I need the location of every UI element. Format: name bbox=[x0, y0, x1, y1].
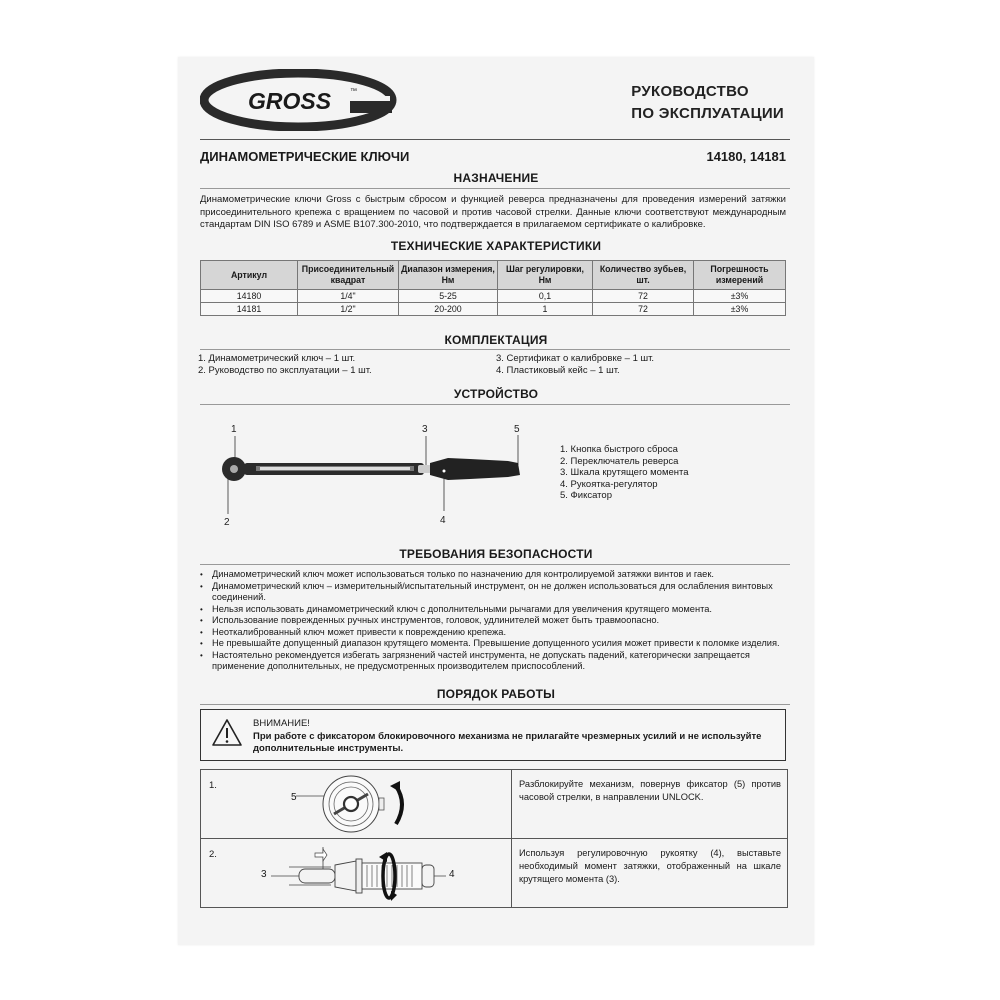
cell: 1 bbox=[498, 303, 593, 316]
manual-heading-line2: ПО ЭКСПЛУАТАЦИИ bbox=[631, 105, 784, 122]
kit-item: 1. Динамометрический ключ – 1 шт. bbox=[198, 353, 356, 364]
step-number: 2. bbox=[209, 849, 217, 860]
section-title-safety: ТРЕБОВАНИЯ БЕЗОПАСНОСТИ bbox=[399, 547, 593, 561]
specs-table-wrap bbox=[200, 260, 786, 316]
col-header: Шаг регулировки, Нм bbox=[498, 261, 593, 290]
legend-item: 5. Фиксатор bbox=[560, 490, 612, 501]
cell: 20-200 bbox=[399, 303, 498, 316]
callout-label: 5 bbox=[291, 792, 297, 803]
cell: 14181 bbox=[201, 303, 298, 316]
page-title: ДИНАМОМЕТРИЧЕСКИЕ КЛЮЧИ bbox=[200, 149, 410, 164]
safety-item: • Динамометрический ключ может использоваться только по назначению для контролируемой затяжки винтов и гаек. bbox=[198, 569, 788, 581]
warning-triangle-icon bbox=[211, 718, 243, 753]
safety-list-wrap bbox=[198, 569, 788, 673]
cell: 1/2" bbox=[298, 303, 399, 316]
cell: 5-25 bbox=[399, 290, 498, 303]
safety-item: • Настоятельно рекомендуется избегать загрязнений частей инструмента, не допускать падений, категорически запрещается применение дополнительных, не предусмотренных производителем приспособлений. bbox=[198, 650, 788, 673]
step-text: Разблокируйте механизм, повернув фиксатор (5) против часовой стрелки, в направлении UNLOCK. bbox=[519, 779, 781, 802]
safety-list bbox=[198, 569, 788, 673]
section-divider bbox=[200, 404, 790, 405]
section-divider bbox=[200, 564, 790, 565]
col-header: Диапазон измерения, Нм bbox=[399, 261, 498, 290]
specs-table bbox=[200, 260, 786, 316]
svg-text:4: 4 bbox=[440, 515, 446, 526]
column-divider bbox=[511, 770, 512, 838]
section-title-kit: КОМПЛЕКТАЦИЯ bbox=[444, 333, 548, 347]
lock-knob-illustration bbox=[296, 774, 426, 841]
specs-header-row bbox=[201, 261, 786, 290]
step-text: Используя регулировочную рукоятку (4), выставьте необходимый момент затяжки, отображенный на шкале крутящего момента (3). bbox=[519, 848, 781, 884]
col-header: Количество зубьев, шт. bbox=[593, 261, 694, 290]
manual-heading bbox=[631, 81, 784, 125]
legend-item: 3. Шкала крутящего момента bbox=[560, 467, 689, 478]
header-divider bbox=[200, 139, 790, 140]
section-divider bbox=[200, 704, 790, 705]
svg-text:1: 1 bbox=[231, 424, 237, 435]
handle-adjust-illustration bbox=[261, 843, 461, 910]
section-title-specs: ТЕХНИЧЕСКИЕ ХАРАКТЕРИСТИКИ bbox=[390, 239, 602, 253]
warning-text: При работе с фиксатором блокировочного механизма не прилагайте чрезмерных усилий и не используйте дополнительные инструменты. bbox=[253, 731, 762, 754]
manual-heading-line1: РУКОВОДСТВО bbox=[631, 83, 749, 100]
steps-table bbox=[200, 769, 788, 908]
step-row bbox=[201, 770, 787, 839]
safety-item: • Неоткалиброванный ключ может привести к повреждению крепежа. bbox=[198, 627, 788, 639]
legend-item: 1. Кнопка быстрого сброса bbox=[560, 444, 678, 455]
model-numbers: 14180, 14181 bbox=[706, 149, 786, 164]
section-divider bbox=[200, 349, 790, 350]
warning-title: ВНИМАНИЕ! bbox=[253, 718, 310, 729]
svg-text:5: 5 bbox=[514, 424, 520, 435]
warning-box bbox=[200, 709, 786, 761]
table-row bbox=[201, 303, 786, 316]
kit-item: 3. Сертификат о калибровке – 1 шт. bbox=[496, 353, 655, 364]
col-header: Погрешность измерений bbox=[694, 261, 786, 290]
safety-item: • Использование поврежденных ручных инструментов, головок, удлинителей может быть травмоопасно. bbox=[198, 615, 788, 627]
col-header: Присоединительный квадрат bbox=[298, 261, 399, 290]
cell: 72 bbox=[593, 290, 694, 303]
cell: 14180 bbox=[201, 290, 298, 303]
svg-text:2: 2 bbox=[224, 517, 230, 528]
legend-item: 4. Рукоятка-регулятор bbox=[560, 478, 658, 490]
table-row bbox=[201, 290, 786, 303]
safety-item: • Нельзя использовать динамометрический ключ с дополнительными рычагами для увеличения крутящего момента. bbox=[198, 604, 788, 616]
step-number: 1. bbox=[209, 780, 217, 791]
col-header: Артикул bbox=[201, 261, 298, 290]
svg-text:3: 3 bbox=[422, 424, 428, 435]
cell: 1/4" bbox=[298, 290, 399, 303]
cell: 72 bbox=[593, 303, 694, 316]
section-divider bbox=[200, 188, 790, 189]
callout-label: 4 bbox=[449, 869, 455, 880]
step-row bbox=[201, 839, 787, 907]
device-legend bbox=[560, 444, 689, 502]
cell: ±3% bbox=[694, 290, 786, 303]
safety-item: • Не превышайте допущенный диапазон крутящего момента. Превышение допущенного усилия может привести к поломке изделия. bbox=[198, 638, 788, 650]
manual-page bbox=[178, 57, 814, 945]
column-divider bbox=[511, 839, 512, 907]
kit-item: 2. Руководство по эксплуатации – 1 шт. bbox=[198, 365, 372, 376]
torque-wrench-diagram bbox=[208, 419, 528, 534]
section-title-operation: ПОРЯДОК РАБОТЫ bbox=[436, 687, 556, 701]
section-title-purpose: НАЗНАЧЕНИЕ bbox=[453, 171, 539, 185]
svg-text:™: ™ bbox=[350, 88, 357, 95]
svg-text:GROSS: GROSS bbox=[248, 88, 332, 114]
gross-logo bbox=[200, 69, 400, 131]
callout-label: 3 bbox=[261, 869, 267, 880]
section-title-device: УСТРОЙСТВО bbox=[453, 387, 539, 401]
kit-item: 4. Пластиковый кейс – 1 шт. bbox=[496, 365, 620, 376]
safety-item: • Динамометрический ключ – измерительный/испытательный инструмент, он не должен использоваться для ослабления винтовых соединений. bbox=[198, 581, 788, 604]
cell: ±3% bbox=[694, 303, 786, 316]
legend-item: 2. Переключатель реверса bbox=[560, 455, 679, 467]
purpose-text: Динамометрические ключи Gross с быстрым сбросом и функцией реверса предназначены для проведения измерений затяжки присоединительного крепежа с вращением по часовой и против часовой стрелки. Данные ключи соответствуют международным стандартам DIN ISO 6789 и ASME B107.300-2010, что подтверждается в прилагаемом сертификате о калибровке. bbox=[200, 194, 786, 230]
cell: 0,1 bbox=[498, 290, 593, 303]
